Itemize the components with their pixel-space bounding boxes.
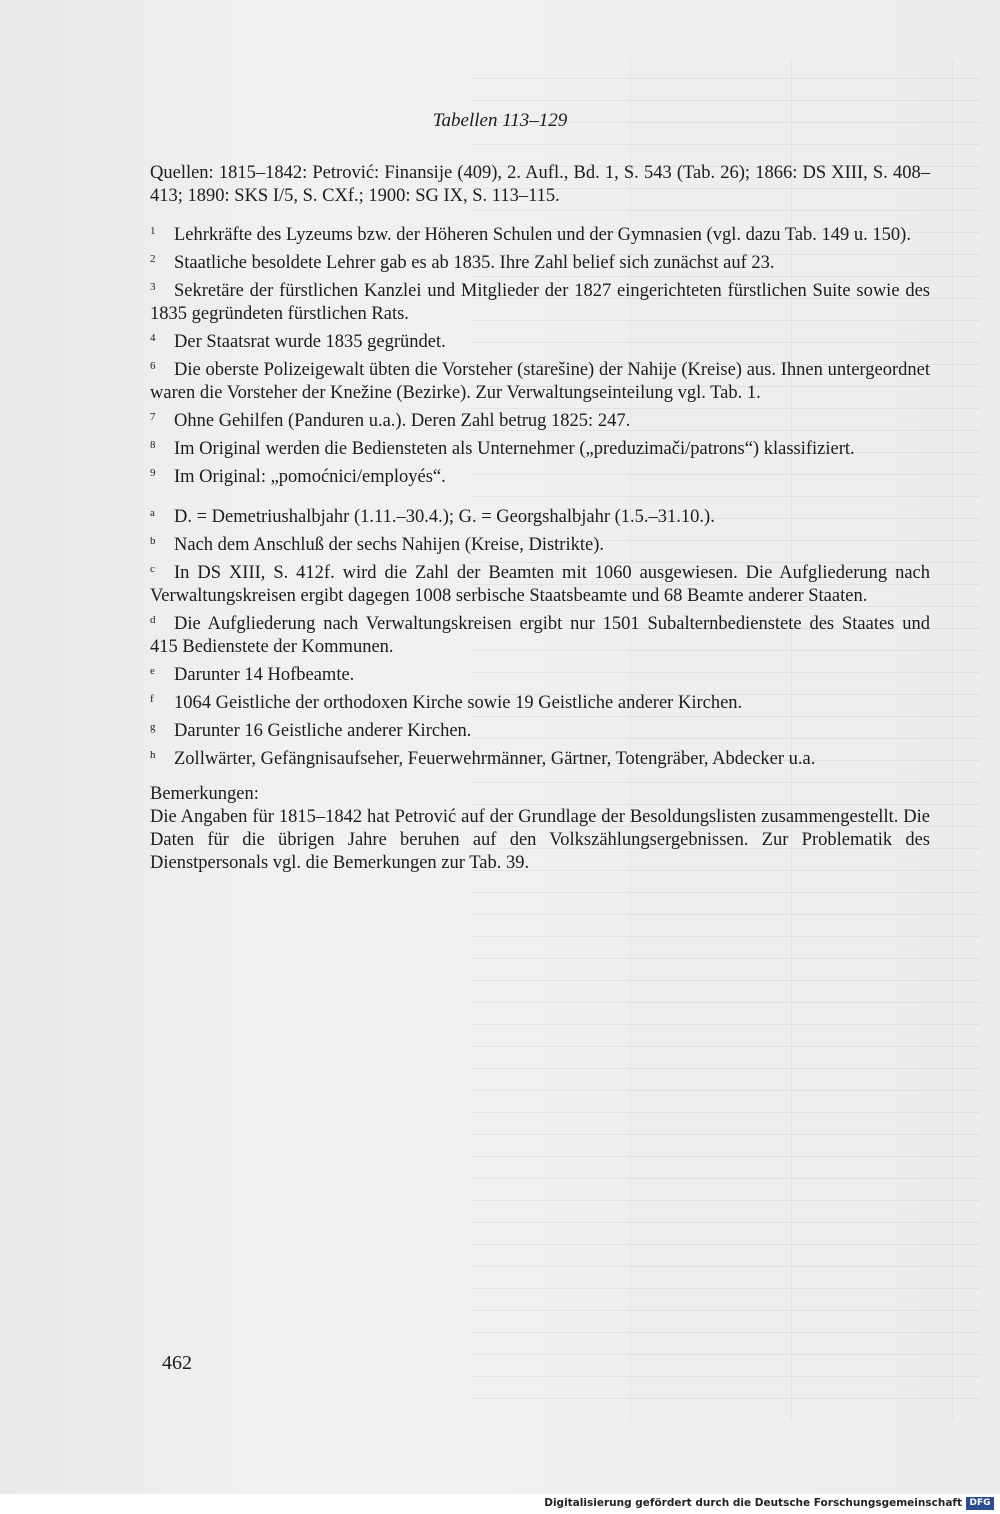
numbered-notes	[150, 220, 930, 489]
footnote: c In DS XIII, S. 412f. wird die Zahl der Beamten mit 1060 ausgewiesen. Die Aufgliederung nach Verwaltungskreisen ergibt dagegen 1008 serbische Staatsbeamte und 68 Beamte anderer Staaten.	[150, 563, 930, 606]
sources-paragraph: Quellen: 1815–1842: Petrović: Finansije (409), 2. Aufl., Bd. 1, S. 543 (Tab. 26); 1866: DS XIII, S. 408–413; 1890: SKS I/5, S. CXf.; 1900: SG IX, S. 113–115.	[150, 163, 930, 206]
footer-bar	[0, 1494, 1000, 1514]
running-header: Tabellen 113–129	[432, 110, 568, 131]
footnote: h Zollwärter, Gefängnisaufseher, Feuerwehrmänner, Gärtner, Totengräber, Abdecker u.a.	[150, 749, 816, 769]
footnote: 1 Lehrkräfte des Lyzeums bzw. der Höheren Schulen und der Gymnasien (vgl. dazu Tab. 149 u. 150).	[150, 225, 911, 245]
footnote: 6 Die oberste Polizeigewalt übten die Vorsteher (starešine) der Nahije (Kreise) aus. Ihnen untergeordnet waren die Vorsteher der Knežine (Bezirke). Zur Verwaltungseinteilung vgl. Tab. 1.	[150, 360, 930, 403]
footnote: 7 Ohne Gehilfen (Panduren u.a.). Deren Zahl betrug 1825: 247.	[150, 411, 631, 431]
footnote: b Nach dem Anschluß der sechs Nahijen (Kreise, Distrikte).	[150, 535, 604, 555]
footnote: f 1064 Geistliche der orthodoxen Kirche sowie 19 Geistliche anderer Kirchen.	[150, 693, 743, 713]
footnote: d Die Aufgliederung nach Verwaltungskreisen ergibt nur 1501 Subalternbedienstete des Staates und 415 Bedienstete der Kommunen.	[150, 614, 930, 657]
page-number: 462	[162, 1352, 192, 1374]
footnote: 4 Der Staatsrat wurde 1835 gegründet.	[150, 332, 446, 352]
footer-credit: Digitalisierung gefördert durch die Deutsche Forschungsgemeinschaft	[544, 1497, 962, 1509]
footnote: 9 Im Original: „pomoćnici/employés“.	[150, 467, 446, 487]
footnote: 8 Im Original werden die Bediensteten als Unternehmer („preduzimači/patrons“) klassifiziert.	[150, 439, 855, 459]
remarks-section	[150, 783, 930, 875]
footnote: a D. = Demetriushalbjahr (1.11.–30.4.); G. = Georgshalbjahr (1.5.–31.10.).	[150, 507, 715, 527]
dfg-logo-icon: DFG	[966, 1497, 994, 1510]
remarks-text: Die Angaben für 1815–1842 hat Petrović auf der Grundlage der Besoldungslisten zusammengestellt. Die Daten für die übrigen Jahre beruhen auf den Volkszählungsergebnissen. Zur Problematik des Dienstpersonals vgl. die Bemerkungen zur Tab. 39.	[150, 807, 930, 873]
footnote: e Darunter 14 Hofbeamte.	[150, 665, 355, 685]
footnote: 2 Staatliche besoldete Lehrer gab es ab 1835. Ihre Zahl belief sich zunächst auf 23.	[150, 253, 775, 273]
remarks-heading: Bemerkungen:	[150, 784, 259, 804]
lettered-notes	[150, 502, 930, 771]
footnote: 3 Sekretäre der fürstlichen Kanzlei und Mitglieder der 1827 eingerichteten fürstlichen Suite sowie des 1835 gegründeten fürstlichen Rats.	[150, 281, 930, 324]
spacer	[150, 490, 930, 502]
page-body	[150, 162, 930, 875]
footnote: g Darunter 16 Geistliche anderer Kirchen.	[150, 721, 472, 741]
